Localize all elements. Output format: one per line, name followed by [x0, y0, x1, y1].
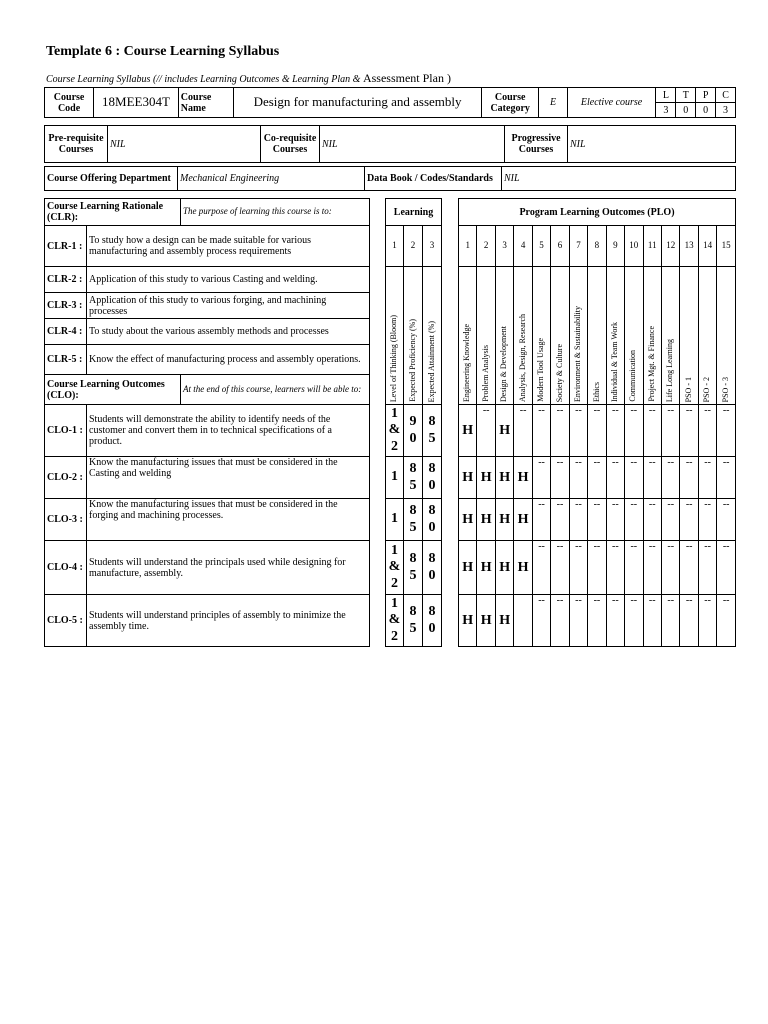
clo-label: Course Learning Outcomes (CLO):: [45, 375, 181, 405]
plo-cell: H: [477, 541, 495, 595]
plo-number: 13: [680, 226, 698, 267]
plo-cell: --: [643, 405, 661, 457]
plo-cell: --: [551, 499, 569, 541]
clo-id: CLO-4 :: [45, 541, 87, 595]
plo-cell: --: [661, 499, 679, 541]
plo-number: 2: [477, 226, 495, 267]
plo-cell: --: [514, 405, 532, 457]
clr-id: CLR-1 :: [45, 226, 87, 267]
plo-cell: H: [495, 541, 513, 595]
plo-cell: --: [643, 499, 661, 541]
clr-purpose: The purpose of learning this course is to:: [181, 199, 370, 226]
clo1-attainment: 8 5: [423, 405, 442, 457]
plo-cell: H: [495, 595, 513, 647]
plo-cell: --: [717, 595, 736, 647]
plo-cell: --: [569, 541, 587, 595]
clr-text: To study about the various assembly methods and processes: [87, 319, 370, 345]
plo-cell: --: [551, 457, 569, 499]
plo-cell: --: [698, 457, 716, 499]
plo-number: 3: [495, 226, 513, 267]
clo2-proficiency: 8 5: [404, 457, 423, 499]
plo-cell: --: [606, 457, 624, 499]
plo-cell: --: [588, 499, 606, 541]
clr-id: CLR-3 :: [45, 293, 87, 319]
plo-cell: --: [588, 405, 606, 457]
plo-header: Project Mgt. & Finance: [646, 326, 656, 402]
plo-cell: --: [625, 595, 643, 647]
plo-number: 14: [698, 226, 716, 267]
learning-header: Level of Thinking (Bloom): [389, 314, 399, 402]
ltpc-header-p: P: [696, 88, 716, 103]
plo-table: [458, 198, 736, 647]
plo-cell: H: [495, 457, 513, 499]
ltpc-value-p: 0: [696, 103, 716, 118]
plo-cell: --: [606, 405, 624, 457]
plo-cell: --: [717, 499, 736, 541]
plo-header: Modern Tool Usage: [536, 338, 546, 402]
clo-id: CLO-2 :: [45, 457, 87, 499]
plo-cell: --: [606, 595, 624, 647]
plo-header: Design & Development: [499, 326, 509, 402]
plo-cell: --: [477, 405, 495, 457]
plo-cell: --: [717, 405, 736, 457]
plo-number: 1: [459, 226, 477, 267]
plo-cell: H: [495, 405, 513, 457]
learning-label: Learning: [386, 199, 442, 226]
clo-text: Students will demonstrate the ability to identify needs of the customer and convert them in to technical specifications of a product.: [87, 405, 370, 457]
learning-number: 3: [423, 226, 442, 267]
plo-number: 6: [551, 226, 569, 267]
course-category-desc: Elective course: [567, 88, 656, 118]
plo-cell: --: [532, 457, 550, 499]
plo-cell: H: [459, 499, 477, 541]
clr-text: To study how a design can be made suitable for various manufacturing and assembly process requirements: [87, 226, 370, 267]
ltpc-value-l: 3: [656, 103, 676, 118]
plo-number: 5: [532, 226, 550, 267]
clo3-proficiency: 8 5: [404, 499, 423, 541]
plo-cell: --: [661, 595, 679, 647]
plo-cell: --: [532, 499, 550, 541]
clo1-proficiency: 9 0: [404, 405, 423, 457]
offering-table: [44, 166, 736, 191]
clo-text: Know the manufacturing issues that must be considered in the forging and machining processes.: [87, 499, 370, 541]
course-category-label: Course Category: [481, 88, 538, 118]
clo-text: Know the manufacturing issues that must be considered in the Casting and welding: [87, 457, 370, 499]
ltpc-value-c: 3: [716, 103, 736, 118]
plo-header: Individual & Team Work: [609, 321, 619, 402]
learning-table: [385, 198, 442, 647]
plo-number: 10: [625, 226, 643, 267]
page-title: Template 6 : Course Learning Syllabus: [46, 44, 280, 59]
plo-cell: --: [680, 499, 698, 541]
plo-cell: --: [680, 541, 698, 595]
plo-header: Problem Analysis: [480, 345, 490, 402]
plo-cell: --: [588, 595, 606, 647]
subtitle-normal: Assessment Plan ): [362, 71, 451, 85]
plo-cell: H: [514, 499, 532, 541]
plo-header: Life Long Learning: [665, 338, 675, 402]
clr-text: Application of this study to various forging, and machining processes: [87, 293, 370, 319]
plo-cell: --: [698, 595, 716, 647]
clo5-proficiency: 8 5: [404, 595, 423, 647]
plo-cell: H: [477, 457, 495, 499]
clo-text: Students will understand the principals used while designing for manufacture, assembly.: [87, 541, 370, 595]
plo-cell: --: [606, 541, 624, 595]
clo5-attainment: 8 0: [423, 595, 442, 647]
prereq-table: [44, 125, 736, 163]
learning-header: Expected Attainment (%): [426, 320, 436, 402]
plo-cell: --: [551, 541, 569, 595]
plo-cell: --: [661, 405, 679, 457]
plo-cell: --: [551, 405, 569, 457]
databook-value: NIL: [502, 167, 736, 191]
ltpc-header-t: T: [676, 88, 696, 103]
plo-cell: H: [459, 595, 477, 647]
clo-id: CLO-1 :: [45, 405, 87, 457]
plo-cell: H: [514, 541, 532, 595]
plo-cell: --: [643, 595, 661, 647]
clr-id: CLR-4 :: [45, 319, 87, 345]
co-requisite-label: Co-requisite Courses: [261, 126, 320, 163]
clo-text: Students will understand principles of assembly to minimize the assembly time.: [87, 595, 370, 647]
plo-cell: --: [698, 405, 716, 457]
clo3-attainment: 8 0: [423, 499, 442, 541]
learning-header: Expected Proficiency (%): [407, 319, 417, 402]
course-code-label: Course Code: [45, 88, 94, 118]
plo-cell: --: [698, 499, 716, 541]
ltpc-header-c: C: [716, 88, 736, 103]
plo-cell: H: [477, 499, 495, 541]
clo3-bloom: 1: [386, 499, 404, 541]
course-code: 18MEE304T: [94, 88, 179, 118]
subtitle-italic: Course Learning Syllabus (// includes Learning Outcomes & Learning Plan &: [46, 74, 361, 85]
plo-cell: --: [680, 457, 698, 499]
plo-cell: --: [569, 595, 587, 647]
plo-header: Ethics: [591, 382, 601, 402]
clr-label: Course Learning Rationale (CLR):: [45, 199, 181, 226]
course-name-label: Course Name: [178, 88, 233, 118]
clr-text: Application of this study to various Casting and welding.: [87, 267, 370, 293]
plo-number: 8: [588, 226, 606, 267]
plo-cell: --: [680, 595, 698, 647]
plo-cell: --: [680, 405, 698, 457]
co-requisite-value: NIL: [320, 126, 505, 163]
plo-cell: H: [459, 457, 477, 499]
plo-cell: --: [717, 541, 736, 595]
plo-cell: H: [495, 499, 513, 541]
plo-cell: H: [477, 595, 495, 647]
databook-label: Data Book / Codes/Standards: [365, 167, 502, 191]
plo-cell: --: [625, 541, 643, 595]
clo-end-text: At the end of this course, learners will be able to:: [181, 375, 370, 405]
plo-cell: --: [661, 541, 679, 595]
plo-cell: --: [532, 405, 550, 457]
plo-label: Program Learning Outcomes (PLO): [459, 199, 736, 226]
clo5-bloom: 1 & 2: [386, 595, 404, 647]
plo-cell: --: [532, 595, 550, 647]
plo-cell: --: [606, 499, 624, 541]
ltpc-value-t: 0: [676, 103, 696, 118]
plo-header: Society & Culture: [554, 343, 564, 402]
progressive-value: NIL: [568, 126, 736, 163]
plo-cell: --: [717, 457, 736, 499]
clr-id: CLR-2 :: [45, 267, 87, 293]
plo-cell: H: [459, 541, 477, 595]
plo-cell: --: [551, 595, 569, 647]
plo-header: Engineering Knowledge: [462, 324, 472, 402]
course-category: E: [539, 88, 567, 118]
page-subtitle: [46, 71, 451, 86]
department-value: Mechanical Engineering: [178, 167, 365, 191]
clr-id: CLR-5 :: [45, 345, 87, 375]
clo2-attainment: 8 0: [423, 457, 442, 499]
clo-id: CLO-5 :: [45, 595, 87, 647]
pre-requisite-label: Pre-requisite Courses: [45, 126, 108, 163]
clo4-bloom: 1 & 2: [386, 541, 404, 595]
plo-header: PSO - 2: [702, 376, 712, 402]
plo-number: 7: [569, 226, 587, 267]
plo-cell: --: [588, 457, 606, 499]
plo-cell: --: [532, 541, 550, 595]
plo-header: PSO - 1: [683, 376, 693, 402]
clo4-attainment: 8 0: [423, 541, 442, 595]
course-name: Design for manufacturing and assembly: [234, 88, 482, 118]
learning-number: 1: [386, 226, 404, 267]
clr-clo-table: [44, 198, 370, 647]
clr-text: Know the effect of manufacturing process and assembly operations.: [87, 345, 370, 375]
plo-number: 15: [717, 226, 736, 267]
plo-header: Analysis, Design, Research: [517, 314, 527, 402]
clo-id: CLO-3 :: [45, 499, 87, 541]
progressive-label: Progressive Courses: [505, 126, 568, 163]
plo-cell: --: [625, 405, 643, 457]
plo-header: Environment & Sustainability: [573, 306, 583, 402]
course-info-table: [44, 87, 736, 118]
learning-number: 2: [404, 226, 423, 267]
plo-cell: [514, 595, 532, 647]
plo-cell: --: [569, 499, 587, 541]
ltpc-header-l: L: [656, 88, 676, 103]
plo-header: Communication: [628, 350, 638, 402]
clo2-bloom: 1: [386, 457, 404, 499]
plo-number: 12: [661, 226, 679, 267]
plo-cell: H: [459, 405, 477, 457]
clo4-proficiency: 8 5: [404, 541, 423, 595]
plo-cell: H: [514, 457, 532, 499]
plo-cell: --: [661, 457, 679, 499]
plo-number: 9: [606, 226, 624, 267]
plo-number: 11: [643, 226, 661, 267]
plo-cell: --: [569, 457, 587, 499]
pre-requisite-value: NIL: [108, 126, 261, 163]
plo-cell: --: [588, 541, 606, 595]
plo-cell: --: [569, 405, 587, 457]
plo-cell: --: [625, 499, 643, 541]
plo-header: PSO - 3: [720, 376, 730, 402]
clo1-bloom: 1 & 2: [386, 405, 404, 457]
plo-cell: --: [643, 457, 661, 499]
plo-cell: --: [625, 457, 643, 499]
department-label: Course Offering Department: [45, 167, 178, 191]
plo-number: 4: [514, 226, 532, 267]
plo-cell: --: [643, 541, 661, 595]
plo-cell: --: [698, 541, 716, 595]
